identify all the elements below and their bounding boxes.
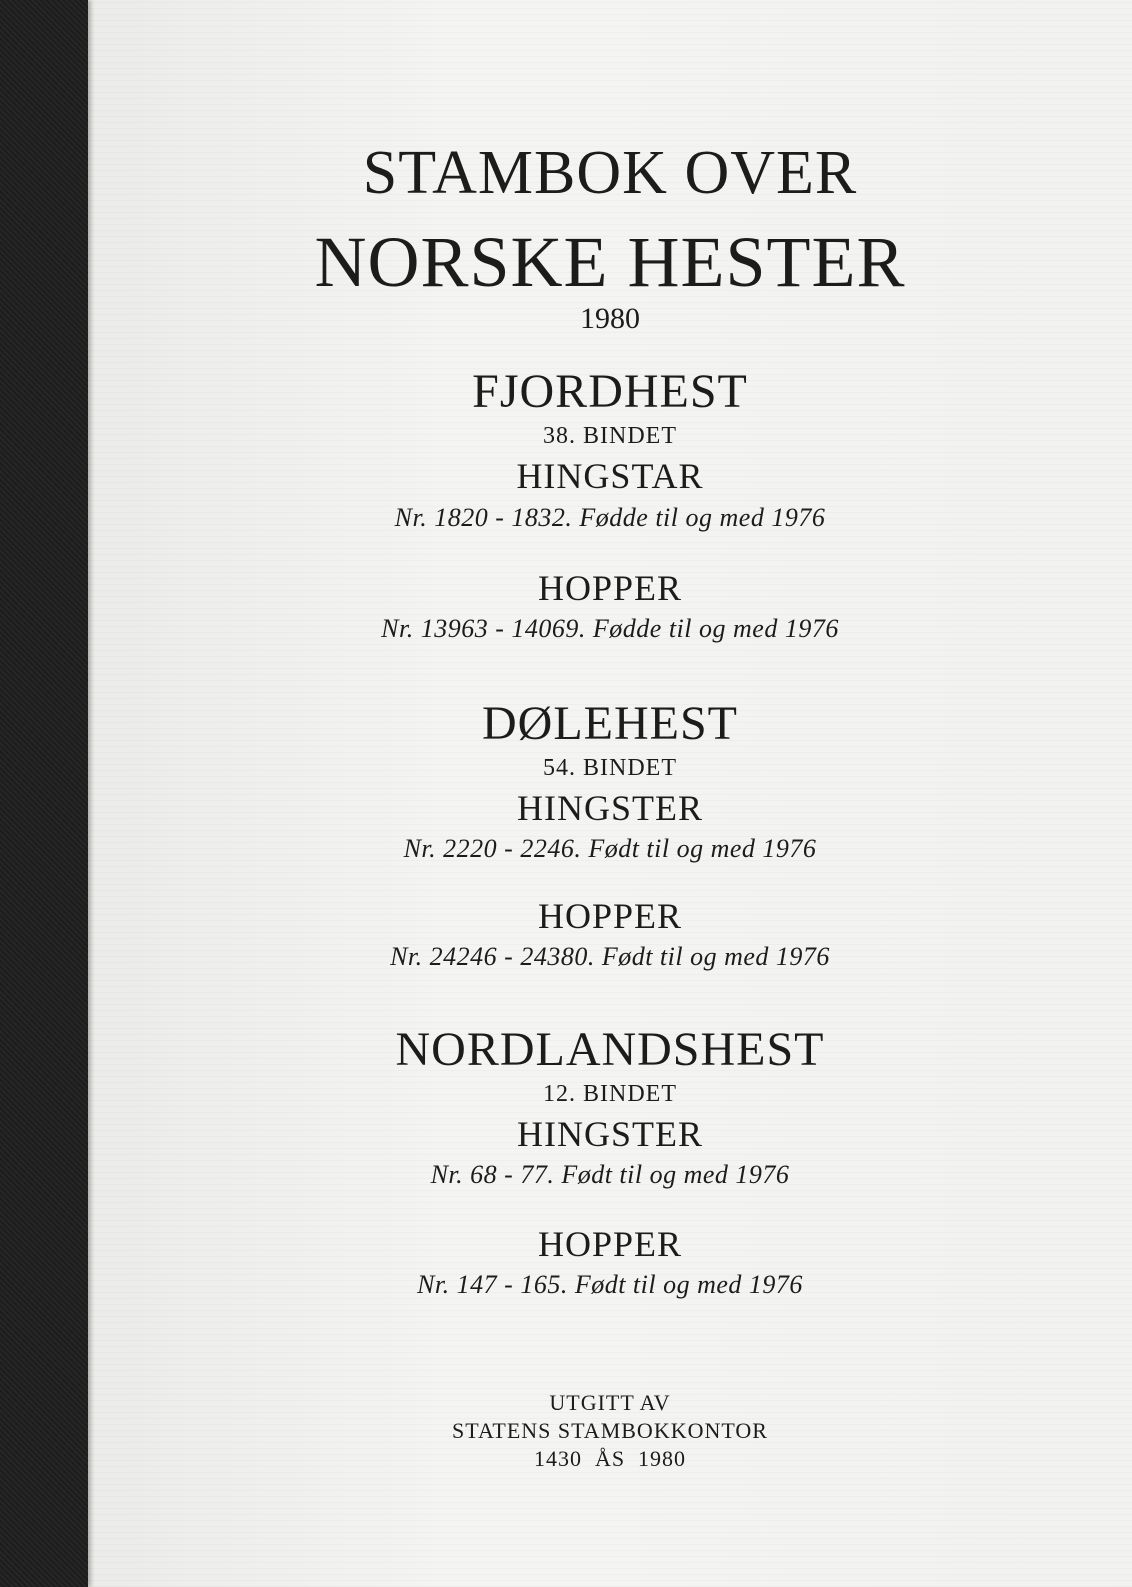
breed-title-dolehest: DØLEHEST bbox=[482, 697, 738, 750]
mares-range-nordlandshest: Nr. 147 - 165. Født til og med 1976 bbox=[417, 1270, 803, 1299]
stallions-range-nordlandshest: Nr. 68 - 77. Født til og med 1976 bbox=[430, 1160, 790, 1189]
cover-content bbox=[88, 0, 1132, 1587]
mares-heading-nordlandshest: HOPPER bbox=[537, 1224, 683, 1264]
stallions-heading-nordlandshest: HINGSTER bbox=[517, 1114, 703, 1154]
publisher-line-1: UTGITT AV bbox=[549, 1390, 671, 1415]
mares-heading-dolehest: HOPPER bbox=[537, 896, 683, 936]
book-spine bbox=[0, 0, 88, 1587]
mares-heading-fjordhest: HOPPER bbox=[537, 568, 683, 608]
stallions-range-fjordhest: Nr. 1820 - 1832. Fødde til og med 1976 bbox=[394, 503, 826, 532]
mares-range-dolehest: Nr. 24246 - 24380. Født til og med 1976 bbox=[390, 942, 830, 971]
volume-label-nordlandshest: 12. BINDET bbox=[543, 1081, 677, 1107]
stallions-heading-fjordhest: HINGSTAR bbox=[516, 456, 704, 496]
breed-title-nordlandshest: NORDLANDSHEST bbox=[395, 1023, 825, 1076]
mares-range-fjordhest: Nr. 13963 - 14069. Fødde til og med 1976 bbox=[381, 614, 839, 643]
volume-label-dolehest: 54. BINDET bbox=[543, 755, 677, 781]
publisher-line-2: STATENS STAMBOKKONTOR bbox=[452, 1418, 768, 1443]
title-line-2: NORSKE HESTER bbox=[314, 222, 906, 302]
volume-label-fjordhest: 38. BINDET bbox=[543, 423, 677, 449]
cover-year: 1980 bbox=[580, 302, 640, 335]
title-line-1: STAMBOK OVER bbox=[362, 139, 858, 207]
stallions-range-dolehest: Nr. 2220 - 2246. Født til og med 1976 bbox=[403, 834, 817, 863]
breed-title-fjordhest: FJORDHEST bbox=[472, 365, 748, 418]
stallions-heading-dolehest: HINGSTER bbox=[517, 788, 703, 828]
publisher-line-3: 1430 ÅS 1980 bbox=[533, 1446, 687, 1471]
